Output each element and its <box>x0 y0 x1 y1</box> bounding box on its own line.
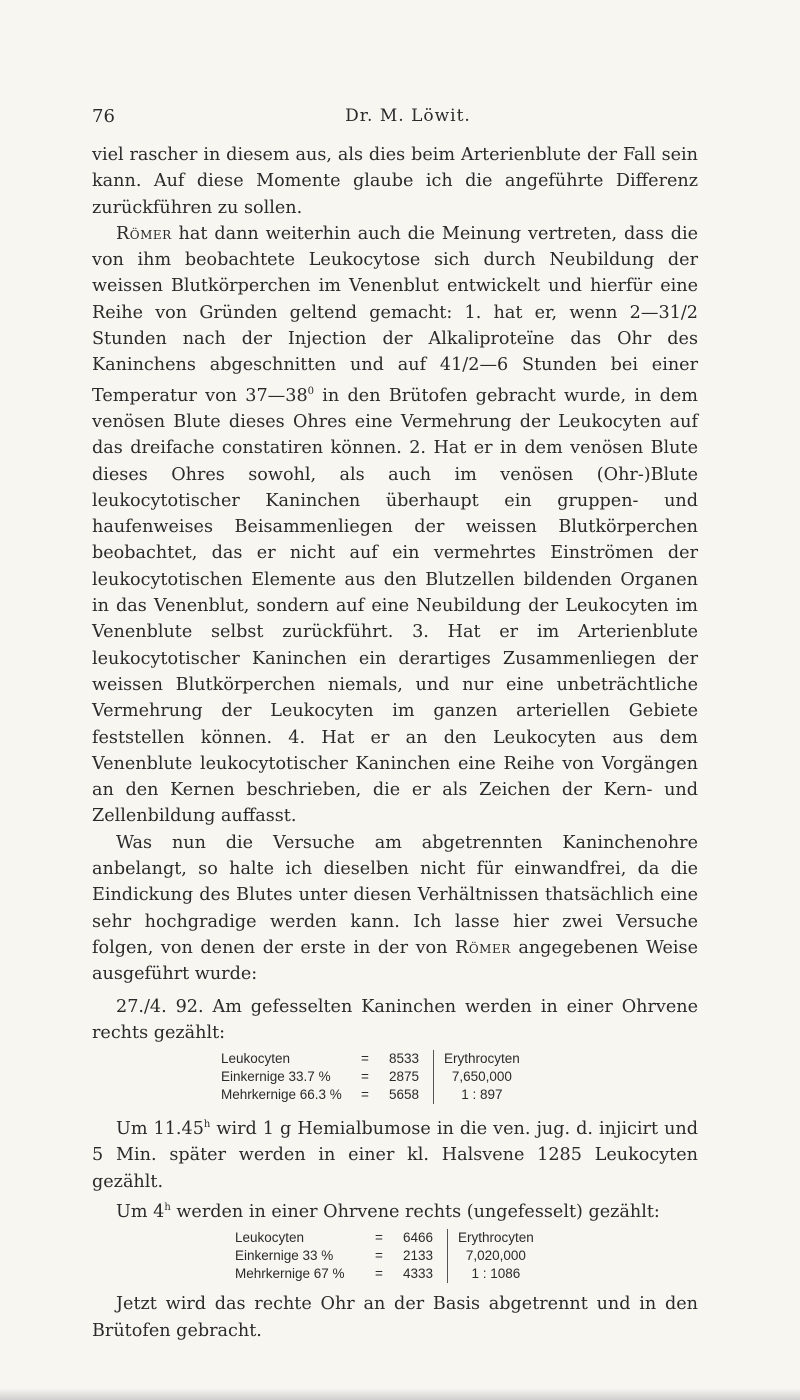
paragraph-1: viel rascher in diesem aus, als dies beim Arterienblute der Fall sein kann. Auf diese Momente glaube ich die angeführte Differenz zurückführen zu sollen. <box>92 145 698 218</box>
paragraph-6-text-a: Um 4 <box>116 1201 165 1222</box>
table-cell-label: Mehrkernige 66.3 % <box>221 1087 342 1103</box>
paragraph-3-text-a: Was nun die Versuche am abgetrennten Kaninchenohre anbelangt, so halte ich dieselben nicht für einwandfrei, da die Eindickung des Blutes unter diesen Verhältnissen thatsächlich eine sehr hochgradige werden kann. Ich lasse hier zwei Versuche folgen, von denen der erste in der von <box>92 832 698 958</box>
paragraph-3-text-b: angegebenen Weise ausgeführt wurde: <box>92 937 698 985</box>
table-cell-rbc: Erythrocyten <box>434 1050 520 1068</box>
table-cell-value: 4333 <box>402 1266 433 1282</box>
fraction-half: 1/2 <box>451 355 480 376</box>
table-cell-eq: = <box>375 1230 383 1246</box>
table-row <box>235 1247 534 1265</box>
table-cell-label: Leukocyten <box>221 1051 291 1067</box>
paragraph-2 <box>92 221 698 830</box>
table-row <box>235 1265 534 1283</box>
table-row <box>221 1050 520 1068</box>
table-cell-eq: = <box>361 1069 369 1085</box>
table-cell-value: 8533 <box>388 1051 419 1067</box>
running-head: Dr. M. Löwit. <box>345 106 471 126</box>
table-cell-value: 5658 <box>388 1087 419 1103</box>
degree-sign: 0 <box>307 385 315 397</box>
paragraph-3 <box>92 830 698 988</box>
table-cell-label: Leukocyten <box>235 1230 305 1246</box>
table-cell-rbc: 1 : 1086 <box>448 1265 534 1283</box>
page-edge-shadow <box>0 1388 800 1400</box>
table-cell-rbc: 1 : 897 <box>434 1086 520 1104</box>
table-cell-rbc: 7,650,000 <box>434 1068 520 1086</box>
table-cell-value: 2133 <box>402 1248 433 1264</box>
hour-superscript: h <box>164 1201 171 1213</box>
paragraph-7: Jetzt wird das rechte Ohr an der Basis abgetrennt und in den Brütofen gebracht. <box>92 1294 698 1341</box>
paragraph-2-text-c: —6 Stunden bei einer Temperatur von 37—38 <box>92 355 698 406</box>
table-row <box>221 1068 520 1086</box>
paragraph-6-text-b: werden in einer Ohrvene rechts (ungefesselt) gezählt: <box>170 1201 660 1222</box>
paragraph-2-text-b: Stunden nach der Injection der Alkaliproteïne das Ohr des Kaninchens abgeschnitten und auf 4 <box>92 329 698 376</box>
paragraph-5 <box>92 1112 698 1195</box>
table-cell-label: Einkernige 33 % <box>235 1248 334 1264</box>
page-header <box>0 106 800 136</box>
table-cell-label: Einkernige 33.7 % <box>221 1069 331 1085</box>
author-name-roemer: Römer <box>116 223 172 244</box>
table-cell-value: 6466 <box>402 1230 433 1246</box>
author-name-roemer: Römer <box>455 937 511 958</box>
paragraph-5-text-b: wird 1 g Hemialbumose in die ven. jug. d. injicirt und 5 Min. später werden in einer kl. Halsvene 1285 Leukocyten gezählt. <box>92 1119 698 1192</box>
paragraph-4: 27./4. 92. Am gefesselten Kaninchen werden in einer Ohrvene rechts gezählt: <box>92 996 698 1043</box>
table-cell-eq: = <box>375 1248 383 1264</box>
table-cell-value: 2875 <box>388 1069 419 1085</box>
table-cell-rbc: 7,020,000 <box>448 1247 534 1265</box>
paragraph-2-text-d: in den Brütofen gebracht wurde, in dem venösen Blute dieses Ohres eine Vermehrung der Leukocyten auf das dreifache constatiren können. 2. Hat er in dem venösen Blute dieses Ohres sowohl, als auch im venösen (Ohr-)Blute leukocytotischer Kaninchen überhaupt ein gruppen- und haufenweises Beisammenliegen der weissen Blutkörperchen beobachtet, das er nicht auf ein vermehrtes Einströmen der leukocytotischen Elemente aus den Blutzellen bildenden Organen in das Venenblut, sondern auf eine Neubildung der Leukocyten im Venenblute selbst zurückführt. 3. Hat er im Arterienblute leukocytotischer Kaninchen ein derartiges Zusammenliegen der weissen Blutkörperchen niemals, und nur eine unbeträchtliche Vermehrung der Leukocyten im ganzen arteriellen Gebiete feststellen können. 4. Hat er an den Leukocyten aus dem Venenblute leukocytotischer Kaninchen eine Reihe von Vorgängen an den Kernen beschrieben, die er als Zeichen der Kern- und Zellenbildung auffasst. <box>92 385 698 827</box>
table-row <box>235 1229 534 1247</box>
fraction-half: 1/2 <box>669 302 698 323</box>
page-number: 76 <box>92 106 115 127</box>
count-table-2 <box>235 1229 534 1283</box>
paragraph-2-text-a: hat dann weiterhin auch die Meinung vertreten, dass die von ihm beobachtete Leukocytose sich durch Neubildung der weissen Blutkörperchen im Venenblut entwickelt und hierfür eine Reihe von Gründen geltend gemacht: 1. hat er, wenn 2—3 <box>92 223 698 323</box>
table-cell-eq: = <box>361 1087 369 1103</box>
count-table-1 <box>221 1050 520 1104</box>
table-cell-label: Mehrkernige 67 % <box>235 1266 345 1282</box>
table-cell-eq: = <box>361 1051 369 1067</box>
table-cell-eq: = <box>375 1266 383 1282</box>
hour-superscript: h <box>203 1119 211 1131</box>
table-cell-rbc: Erythrocyten <box>448 1229 534 1247</box>
paragraph-6 <box>92 1195 698 1225</box>
page-body <box>92 142 698 1344</box>
paragraph-5-text-a: Um 11.45 <box>116 1119 204 1140</box>
table-row <box>221 1086 520 1104</box>
